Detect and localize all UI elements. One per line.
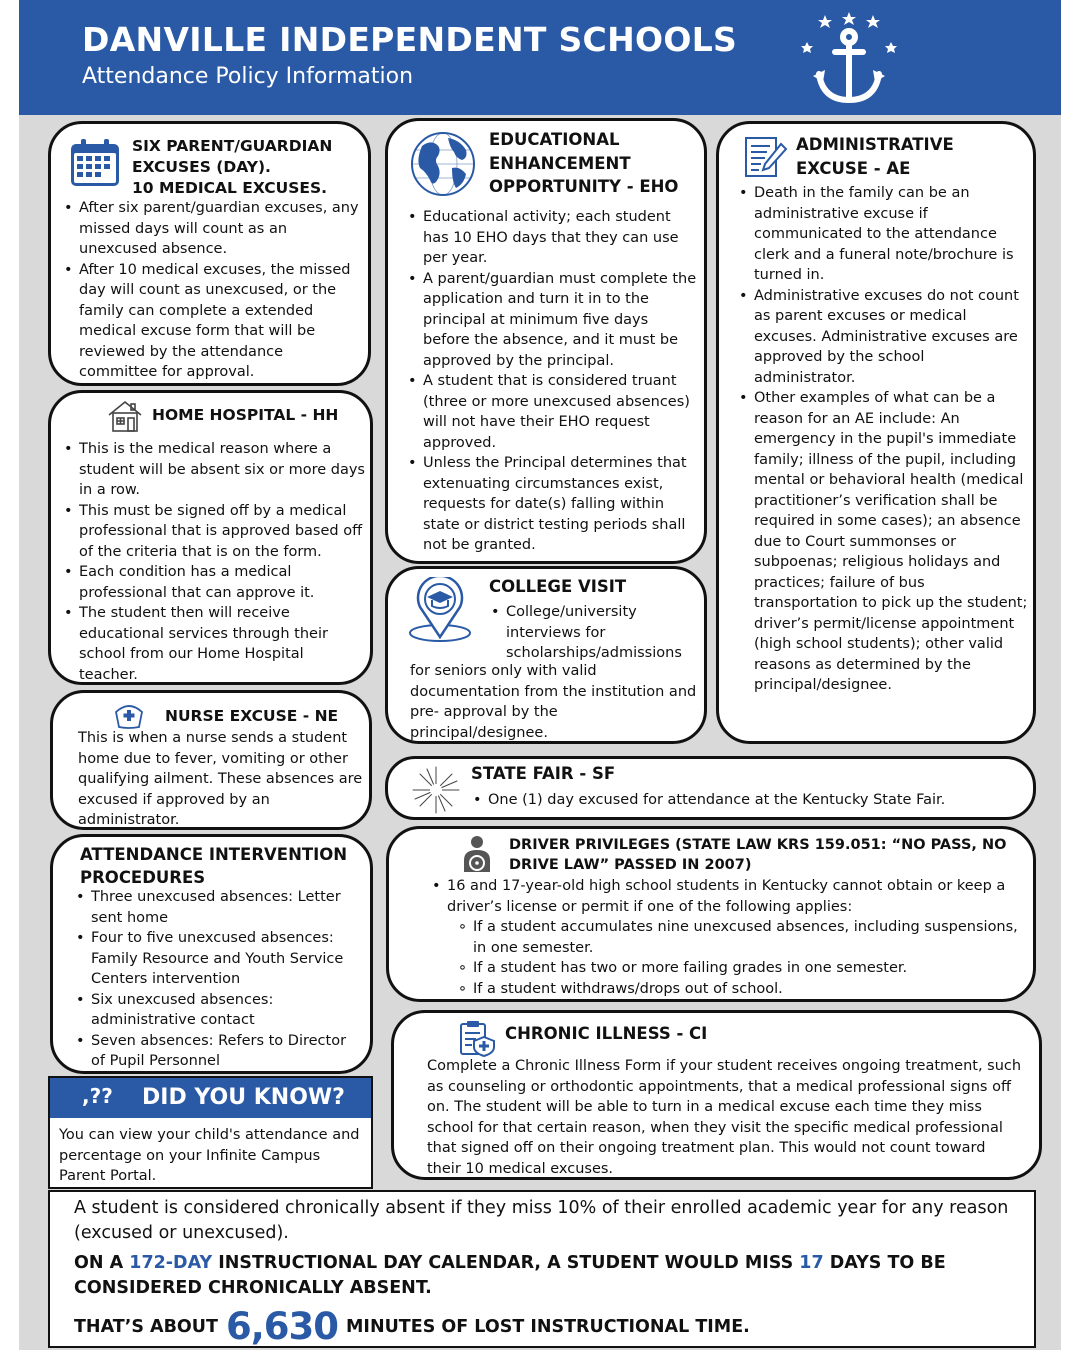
nurse-excuse-title: NURSE EXCUSE - NE: [165, 707, 339, 725]
title-line: OPPORTUNITY - EHO: [489, 177, 679, 196]
parent-excuses-list: [61, 198, 361, 383]
list-item: ∘ If a student withdraws/drops out of school.: [455, 979, 1025, 1000]
title-line: 10 MEDICAL EXCUSES.: [132, 179, 328, 197]
eho-title: [489, 128, 678, 199]
list-item: • Death in the family can be an administrative excuse if communicated to the attendance clerk and a funeral note/brochure is turned in.: [736, 183, 1028, 286]
list-item: • Unless the Principal determines that extenuating circumstances exist, requests for date(s) falling within state or district testing periods shall not be granted.: [405, 453, 697, 556]
house-icon: [107, 399, 143, 433]
list-item: • A parent/guardian must complete the application and turn it in to the principal at minimum five days before the absence, and it must be approved by the principal.: [405, 269, 697, 372]
intervention-list: [73, 887, 363, 1072]
list-item: • A student that is considered truant (three or more unexcused absences) will not have their EHO request approved.: [405, 371, 697, 453]
form-pen-icon: [743, 134, 789, 180]
chronic-absence-definition: A student is considered chronically absent if they miss 10% of their enrolled academic year for any reason (excused or unexcused).: [74, 1198, 1009, 1243]
attendance-intervention-card: [50, 834, 373, 1074]
fireworks-icon: [410, 764, 462, 816]
administrative-excuse-card: [716, 121, 1036, 744]
college-visit-list: [488, 602, 700, 664]
lost-time-statement: [74, 1307, 1010, 1347]
did-you-know-title: DID YOU KNOW?: [142, 1085, 345, 1110]
nurse-cap-icon: [113, 700, 145, 730]
did-you-know-box: [48, 1076, 373, 1189]
driver-privileges-sublist: [455, 917, 1025, 999]
driver-privileges-title: [509, 835, 1006, 875]
page-subtitle: Attendance Policy Information: [82, 64, 414, 89]
title-line: DRIVER PRIVILEGES (STATE LAW KRS 159.051: “NO PASS, NO: [509, 837, 1007, 853]
home-hospital-list: [61, 439, 366, 685]
lost-minutes-value: 6,630: [225, 1305, 339, 1348]
title-line: EXCUSES (DAY).: [132, 158, 271, 176]
state-fair-title: STATE FAIR - SF: [471, 764, 616, 783]
title-line: DRIVE LAW” PASSED IN 2007): [509, 857, 752, 873]
list-item: ∘ If a student accumulates nine unexcused absences, including suspensions, in one semester.: [455, 917, 1025, 958]
list-item: • After 10 medical excuses, the missed day will count as unexcused, or the family can complete a extended medical excuse form that will be reviewed by the attendance committee for approval.: [61, 260, 361, 383]
nurse-excuse-text: This is when a nurse sends a student home due to fever, vomiting or other qualifying ailment. These absences are excused if approved by an administrator.: [78, 730, 363, 828]
parent-excuses-card: [48, 121, 371, 386]
list-item: • Administrative excuses do not count as parent excuses or medical excuses. Administrative excuses are approved by the school administrator.: [736, 286, 1028, 389]
home-hospital-title: HOME HOSPITAL - HH: [152, 406, 339, 424]
did-you-know-header: [50, 1078, 371, 1118]
state-fair-list: [470, 790, 1030, 811]
intervention-title: [80, 843, 347, 889]
title-line: ATTENDANCE INTERVENTION: [80, 845, 348, 864]
parent-excuses-title: [132, 136, 332, 199]
list-item: • College/university interviews for scholarships/admissions: [488, 602, 700, 664]
calendar-icon: [69, 138, 121, 188]
list-item: • One (1) day excused for attendance at the Kentucky State Fair.: [470, 790, 1030, 811]
chronic-illness-text: Complete a Chronic Illness Form if your student receives ongoing treatment, such as counseling or orthodontic appointments, that a medical professional signs off on. The student will be able to turn in a medical excuse each time they miss school for that certain reason, when they visit the specific medical professional that signed off on their ongoing treatment plan. This would not count toward their 10 medical excuses.: [427, 1058, 1022, 1177]
list-item: • 16 and 17-year-old high school students in Kentucky cannot obtain or keep a driver’s license or permit if one of the following applies:: [429, 876, 1019, 917]
title-line: SIX PARENT/GUARDIAN: [132, 137, 333, 155]
list-item: • Each condition has a medical professional that can approve it.: [61, 562, 366, 603]
chronic-absence-calendar-statement: [74, 1251, 1010, 1301]
list-item: • Four to five unexcused absences: Family Resource and Youth Service Centers intervention: [73, 928, 363, 990]
college-visit-card: [385, 566, 707, 744]
question-marks-icon: ,??: [82, 1084, 113, 1108]
driver-privileges-list: [429, 876, 1019, 917]
list-item: • This must be signed off by a medical professional that is approved based off of the criteria that is on the form.: [61, 501, 366, 563]
list-item: • Other examples of what can be a reason for an AE include: An emergency in the pupil's immediate family; illness of the pupil, including mental or behavioral health (medical practitioner’s verification shall be required in some cases); an absence due to Court summonses or subpoenas; religious holidays and practices; failure of bus transportation to pick up the student; driver’s permit/license appointment (high school students); other valid reasons as determined by the principal/designee.: [736, 388, 1028, 696]
graduation-cap-pin-icon: [406, 577, 474, 643]
did-you-know-text: You can view your child's attendance and percentage on your Infinite Campus Parent Portal.: [59, 1127, 360, 1184]
title-line: PROCEDURES: [80, 868, 206, 887]
list-item: ∘ If a student has two or more failing grades in one semester.: [455, 958, 1025, 979]
medical-clipboard-icon: [458, 1019, 496, 1057]
chronic-illness-card: [391, 1010, 1042, 1180]
globe-icon: [408, 130, 478, 198]
administrative-excuse-title: [796, 133, 954, 180]
home-hospital-card: [48, 390, 373, 685]
college-visit-text: for seniors only with valid documentation from the institution and pre- approval by the principal/designee.: [410, 663, 697, 741]
list-item: • Seven absences: Refers to Director of Pupil Personnel: [73, 1031, 363, 1072]
college-visit-title: COLLEGE VISIT: [489, 577, 627, 596]
statement-text: ON A: [74, 1253, 130, 1273]
driver-icon: [461, 834, 493, 874]
nurse-excuse-card: [50, 690, 372, 830]
statement-text: INSTRUCTIONAL DAY CALENDAR, A STUDENT WOULD MISS: [212, 1253, 800, 1273]
eho-list: [405, 207, 697, 556]
anchor-with-stars-logo: [799, 12, 899, 107]
title-line: ADMINISTRATIVE: [796, 135, 954, 154]
eho-card: [385, 118, 707, 564]
list-item: • The student then will receive educational services through their school from our Home Hospital teacher.: [61, 603, 366, 685]
chronic-illness-title: CHRONIC ILLNESS - CI: [505, 1024, 708, 1043]
header-banner: [19, 0, 1061, 115]
statement-text: MINUTES OF LOST INSTRUCTIONAL TIME.: [346, 1317, 750, 1337]
driver-privileges-card: [386, 826, 1036, 1002]
chronic-absence-box: [48, 1190, 1036, 1348]
title-line: EXCUSE - AE: [796, 158, 911, 178]
title-line: ENHANCEMENT: [489, 153, 631, 173]
list-item: • Six unexcused absences: administrative contact: [73, 990, 363, 1031]
page-title: DANVILLE INDEPENDENT SCHOOLS: [82, 20, 738, 59]
list-item: • Educational activity; each student has 10 EHO days that they can use per year.: [405, 207, 697, 269]
list-item: • This is the medical reason where a student will be absent six or more days in a row.: [61, 439, 366, 501]
statement-text: THAT’S ABOUT: [74, 1317, 218, 1337]
administrative-excuse-list: [736, 183, 1028, 696]
list-item: • After six parent/guardian excuses, any missed days will count as an unexcused absence.: [61, 198, 361, 260]
instructional-days-value: 172-DAY: [129, 1253, 213, 1273]
statement-text: DAYS TO BE CONSIDERED CHRONICALLY ABSENT.: [74, 1253, 946, 1298]
missed-days-value: 17: [799, 1253, 824, 1273]
title-line: EDUCATIONAL: [489, 130, 620, 149]
list-item: • Three unexcused absences: Letter sent home: [73, 887, 363, 928]
state-fair-card: [385, 756, 1036, 820]
